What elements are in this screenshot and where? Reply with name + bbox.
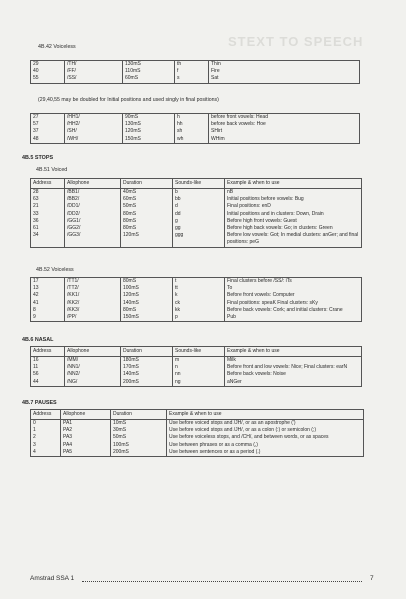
table-cell: /DD1/ [65, 203, 121, 210]
table-cell: 33 [33, 210, 39, 217]
table-cell: 4 [33, 448, 36, 455]
column-header: Sounds-like [173, 347, 225, 357]
table-row [31, 371, 362, 378]
table-cell: 150mS [121, 314, 173, 322]
table-cell: 55 [33, 75, 39, 82]
table-cell: 80mS [121, 307, 173, 314]
table-cell: 80mS [121, 225, 173, 232]
table-row [31, 189, 362, 197]
table-cell: PA5 [61, 449, 111, 457]
table-cell: Fire [209, 68, 360, 75]
table-cell: /TT2/ [65, 285, 121, 292]
voiceless-stops-table [30, 277, 362, 322]
table-cell: 140mS [121, 371, 173, 378]
table-row [31, 300, 362, 307]
table-row [31, 292, 362, 299]
table-cell: Final positions: enD [225, 203, 362, 210]
table-header-row [31, 347, 362, 357]
table-row [31, 203, 362, 210]
table-cell: nB [225, 189, 362, 197]
table-cell: PA3 [61, 434, 111, 441]
table-cell: 60mS [123, 75, 175, 83]
table-cell: m [173, 357, 225, 365]
table-cell: Milk [225, 357, 362, 365]
footer-title: Amstrad SSA 1 [30, 575, 75, 582]
table-cell: 44 [33, 378, 39, 385]
table-cell: /HH2/ [65, 121, 123, 128]
table-cell: /SS/ [65, 75, 123, 83]
section-4b52-title: 4B.52 Voiceless [36, 267, 74, 273]
section-4b5-title: 4B.5 STOPS [22, 155, 54, 161]
table-cell: f [175, 68, 209, 75]
table-row [31, 75, 360, 83]
table-row [31, 128, 360, 135]
table-cell: Before high front vowels: Guest [225, 218, 362, 225]
table-cell: 120mS [123, 128, 175, 135]
table-row [31, 278, 362, 286]
table-cell: t [173, 278, 225, 286]
table-cell: sh [175, 128, 209, 135]
table-cell: /PP/ [65, 314, 121, 322]
ghost-title: STEXT TO SPEECH [228, 34, 364, 49]
column-header: Address [31, 410, 61, 420]
table-cell: 63 [33, 196, 39, 203]
table-row [31, 232, 362, 247]
table-cell: p [173, 314, 225, 322]
table-cell: 40 [33, 68, 39, 75]
table-cell: 21 [33, 203, 39, 210]
table-cell: Initial positions and in clusters: Down, Drain [225, 211, 362, 218]
table-row [31, 420, 364, 428]
column-header: Example & when to use [225, 347, 362, 357]
table-cell: /BB2/ [65, 196, 121, 203]
table-row [31, 379, 362, 387]
table-cell: before back vowels: Hoe [209, 121, 360, 128]
table-cell: /KK3/ [65, 307, 121, 314]
table-row [31, 307, 362, 314]
table-cell: kk [173, 307, 225, 314]
table-cell: Pub [225, 314, 362, 322]
column-header: Allophone [61, 410, 111, 420]
table-cell: 130mS [123, 121, 175, 128]
table-cell: SHirt [209, 128, 360, 135]
column-header: Example & when to use [225, 179, 362, 189]
table-cell: /FF/ [65, 68, 123, 75]
table-cell: 36 [33, 217, 39, 224]
table-row [31, 136, 360, 144]
table-cell: Final clusters before /SS/: iTs [225, 278, 362, 286]
table-cell: 48 [33, 135, 39, 142]
table-cell: 0 [33, 420, 36, 426]
table-cell: Use before voiced stops and /JH/, or as a colon (:) or semicolon (;) [167, 427, 364, 434]
table-cell: 28 [33, 189, 39, 195]
table-cell: bb [173, 196, 225, 203]
table-row [31, 225, 362, 232]
column-header: Allophone [65, 347, 121, 357]
table-cell: 11 [33, 364, 39, 371]
column-header: Sounds-like [173, 179, 225, 189]
table-cell: Before back vowels: Noise [225, 371, 362, 378]
table-cell: 3 [33, 441, 36, 448]
table-cell: /TT1/ [65, 278, 121, 286]
voiceless-fricatives-table [30, 60, 360, 84]
table-cell: nn [173, 371, 225, 378]
table-cell: /KK1/ [65, 292, 121, 299]
table-cell: 110mS [123, 68, 175, 75]
table-cell: 27 [33, 114, 39, 120]
table-cell: 9 [33, 314, 36, 321]
table-cell: n [173, 364, 225, 371]
table-cell: PA1 [61, 420, 111, 428]
table-cell: 16 [33, 357, 39, 363]
table-cell: b [173, 189, 225, 197]
table-cell: k [173, 292, 225, 299]
table-header-row [31, 410, 364, 420]
table-cell: 29 [33, 61, 39, 67]
table-cell: gg [173, 225, 225, 232]
table-cell: /GG1/ [65, 218, 121, 225]
table-cell: /SH/ [65, 128, 123, 135]
table-cell: 1 [33, 427, 36, 434]
column-header: Allophone [65, 179, 121, 189]
table-row [31, 211, 362, 218]
table-cell: 150mS [123, 136, 175, 144]
table-cell: g [173, 218, 225, 225]
table-cell: /DD2/ [65, 211, 121, 218]
table-cell: 200mS [121, 379, 173, 387]
table-cell: 56 [33, 371, 39, 378]
table-cell: 30mS [111, 427, 167, 434]
table-row [31, 449, 364, 457]
table-cell: 50mS [121, 203, 173, 210]
table-cell: Before front vowels: Computer [225, 292, 362, 299]
table-row [31, 357, 362, 365]
page-number: 7 [370, 575, 374, 582]
table-cell: 90mS [123, 114, 175, 122]
table-cell: 8 [33, 306, 36, 313]
table-cell: 34 [33, 232, 39, 239]
table-cell: Before low vowels: Got; In medial clusters: anGer; and final positions: peG [225, 232, 362, 247]
table-cell: 42 [33, 292, 39, 299]
table-cell: 60mS [121, 196, 173, 203]
table-cell: h [175, 114, 209, 122]
table-header-row [31, 179, 362, 189]
table-row [31, 61, 360, 69]
voiced-stops-table [30, 178, 362, 248]
section-4b6-title: 4B.6 NASAL [22, 337, 54, 343]
column-header: Duration [121, 347, 173, 357]
table-cell: /GG2/ [65, 225, 121, 232]
table-cell: 130mS [123, 61, 175, 69]
table-cell: WHim [209, 136, 360, 144]
pauses-table [30, 409, 364, 457]
column-header: Duration [111, 410, 167, 420]
table-cell: /BB1/ [65, 189, 121, 197]
table-cell: Before front and low vowels: Nice; Final clusters: earN [225, 364, 362, 371]
table-cell: 61 [33, 225, 39, 232]
doubling-note: (29,40,55 may be doubled for Initial positions and used singly in final positions) [38, 97, 219, 103]
table-cell: 120mS [121, 232, 173, 247]
table-cell: 170mS [121, 364, 173, 371]
section-4b51-title: 4B.51 Voiced [36, 167, 68, 173]
table-row [31, 114, 360, 122]
table-row [31, 121, 360, 128]
table-cell: /NG/ [65, 379, 121, 387]
table-cell: Thin [209, 61, 360, 69]
table-cell: 10mS [111, 420, 167, 428]
table-cell: /NN1/ [65, 364, 121, 371]
table-cell: /KK2/ [65, 300, 121, 307]
table-cell: /NN2/ [65, 371, 121, 378]
table-row [31, 218, 362, 225]
table-cell: ck [173, 300, 225, 307]
table-cell: 80mS [121, 278, 173, 286]
table-cell: 57 [33, 121, 39, 128]
table-cell: To [225, 285, 362, 292]
table-row [31, 427, 364, 434]
table-cell: th [175, 61, 209, 69]
table-cell: /WH/ [65, 136, 123, 144]
table-cell: before front vowels: Head [209, 114, 360, 122]
section-4b7-title: 4B.7 PAUSES [22, 400, 57, 406]
table-cell: 80mS [121, 218, 173, 225]
table-cell: /MM/ [65, 357, 121, 365]
table-cell: 13 [33, 285, 39, 292]
table-cell: aNGer [225, 379, 362, 387]
table-cell: /GG3/ [65, 232, 121, 247]
table-cell: Sat [209, 75, 360, 83]
table-cell: 50mS [111, 434, 167, 441]
table-cell: 40mS [121, 189, 173, 197]
table-row [31, 196, 362, 203]
table-row [31, 285, 362, 292]
table-cell: 180mS [121, 357, 173, 365]
table-cell: wh [175, 136, 209, 144]
table-cell: Initial positions before vowels: Bug [225, 196, 362, 203]
table-cell: /TH/ [65, 61, 123, 69]
table-cell: s [175, 75, 209, 83]
table-cell: Use between sentences or as a period (.) [167, 449, 364, 457]
table-cell: 100mS [121, 285, 173, 292]
table-cell: 100mS [111, 442, 167, 449]
table-cell: d [173, 203, 225, 210]
nasal-table [30, 346, 362, 387]
table-cell: /HH1/ [65, 114, 123, 122]
table-cell: Before back vowels: Cork; and initial clusters: Crane [225, 307, 362, 314]
table-cell: 200mS [111, 449, 167, 457]
table-cell: tt [173, 285, 225, 292]
table-cell: ng [173, 379, 225, 387]
table-cell: PA2 [61, 427, 111, 434]
table-cell: Use before voiced stops and /JH/, or as an apostrophe (') [167, 420, 364, 428]
table-cell: Final positions: speaK Final clusters: sKy [225, 300, 362, 307]
table-cell: 80mS [121, 211, 173, 218]
table-row [31, 68, 360, 75]
table-cell: ggg [173, 232, 225, 247]
table-cell: 120mS [121, 292, 173, 299]
table-cell: 41 [33, 299, 39, 306]
table-cell: dd [173, 211, 225, 218]
aspirates-table [30, 113, 360, 144]
table-cell: Use before voiceless stops, and /CH/, and between words, or as spaces [167, 434, 364, 441]
table-cell: 140mS [121, 300, 173, 307]
table-row [31, 442, 364, 449]
section-4b42-title: 4B.42 Voiceless [38, 44, 76, 50]
table-cell: Before high back vowels: Go; in clusters: Green [225, 225, 362, 232]
table-row [31, 364, 362, 371]
table-cell: PA4 [61, 442, 111, 449]
table-cell: 2 [33, 434, 36, 441]
column-header: Address [31, 347, 65, 357]
column-header: Example & when to use [167, 410, 364, 420]
table-row [31, 434, 364, 441]
table-cell: hh [175, 121, 209, 128]
footer-leader-dots [82, 581, 362, 582]
table-cell: 17 [33, 278, 39, 284]
table-cell: 37 [33, 128, 39, 135]
table-cell: Use between phrases or as a comma (,) [167, 442, 364, 449]
column-header: Duration [121, 179, 173, 189]
column-header: Address [31, 179, 65, 189]
table-row [31, 314, 362, 322]
